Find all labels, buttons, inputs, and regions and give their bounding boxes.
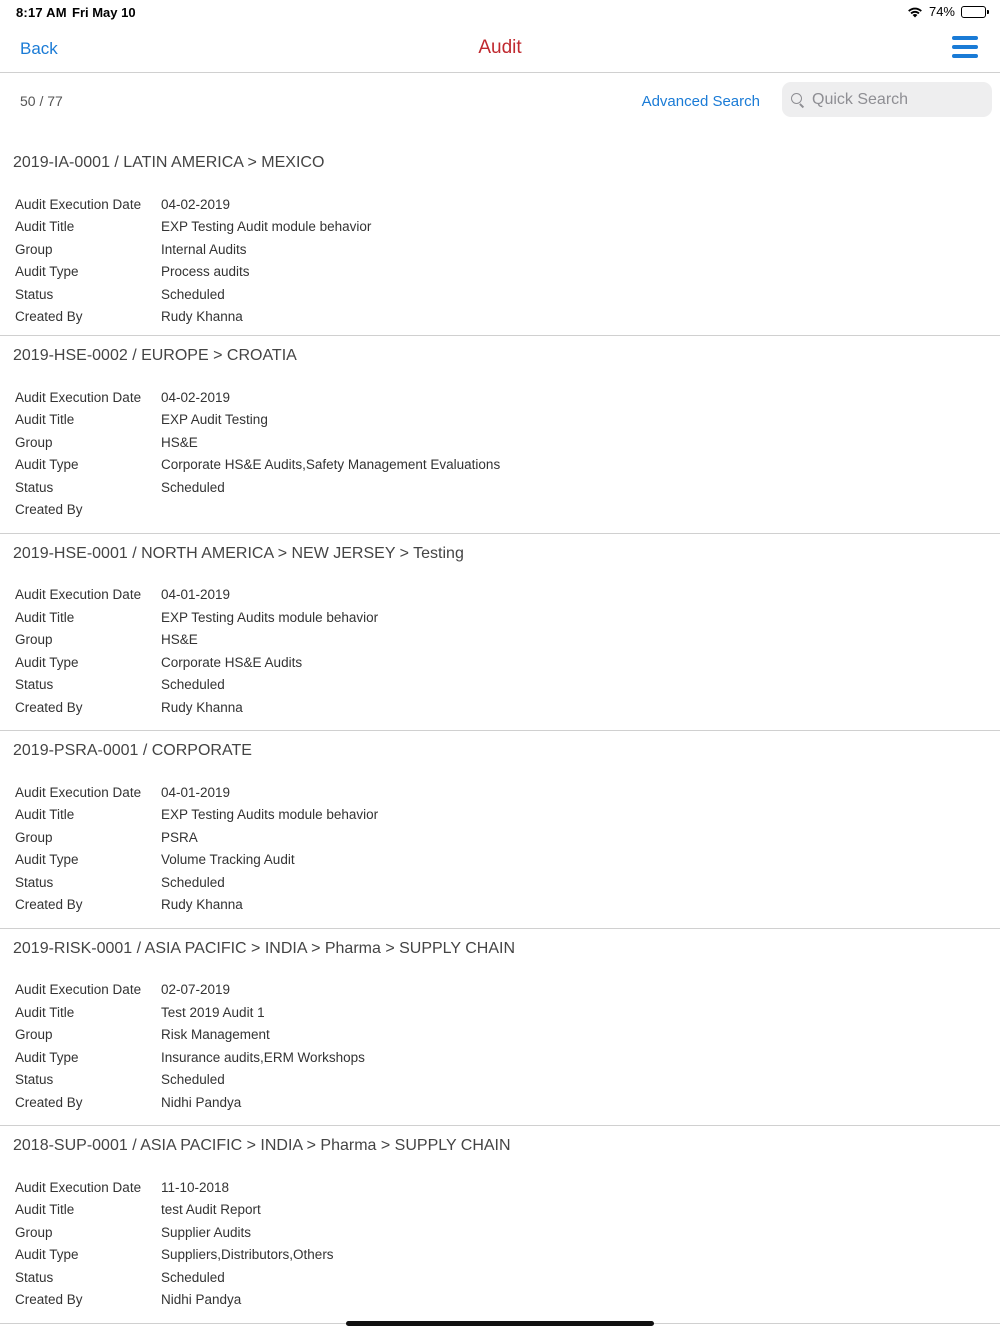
field-label: Audit Type [15, 654, 79, 670]
field-label: Status [15, 677, 54, 693]
field-value: Rudy Khanna [161, 309, 243, 325]
field-value: Scheduled [161, 874, 225, 890]
audit-field-row [13, 894, 1000, 917]
field-label: Status [15, 479, 54, 495]
field-label: Audit Title [15, 1004, 75, 1020]
audit-field-row [13, 1024, 1000, 1047]
audit-field-row [13, 1176, 1000, 1199]
audit-field-row [13, 283, 1000, 306]
audit-field-row [13, 781, 1000, 804]
audit-field-row [13, 1046, 1000, 1069]
field-label: Status [15, 874, 54, 890]
record-count: 50 / 77 [20, 93, 63, 109]
audit-field-row [13, 651, 1000, 674]
field-value: 04-02-2019 [161, 389, 231, 405]
audit-record[interactable] [0, 143, 1000, 336]
audit-field-row [13, 216, 1000, 239]
home-indicator [346, 1321, 654, 1326]
audit-field-row [13, 499, 1000, 522]
field-value: Supplier Audits [161, 1224, 252, 1240]
field-label: Audit Type [15, 264, 79, 280]
audit-field-row [13, 193, 1000, 216]
status-right [907, 4, 986, 19]
field-value: Scheduled [161, 1269, 225, 1285]
field-value: HS&E [161, 434, 198, 450]
field-value: Scheduled [161, 286, 225, 302]
audit-field-row [13, 804, 1000, 827]
back-button[interactable]: Back [20, 39, 58, 58]
audit-field-row [13, 696, 1000, 719]
field-value: Corporate HS&E Audits,Safety Management Evaluations [161, 457, 501, 473]
field-value: 04-02-2019 [161, 196, 231, 212]
search-icon [790, 92, 806, 108]
field-label: Audit Type [15, 457, 79, 473]
audit-field-row [13, 409, 1000, 432]
field-label: Created By [15, 1292, 83, 1308]
field-value: EXP Testing Audits module behavior [161, 609, 379, 625]
status-bar [0, 0, 1000, 24]
audit-field-row [13, 979, 1000, 1002]
toolbar [0, 73, 1000, 133]
field-label: Audit Execution Date [15, 587, 142, 603]
audit-field-row [13, 826, 1000, 849]
field-value: Suppliers,Distributors,Others [161, 1247, 334, 1263]
field-value: Risk Management [161, 1027, 270, 1043]
status-date: Fri May 10 [72, 5, 136, 20]
audit-field-row [13, 238, 1000, 261]
audit-record-title: 2019-RISK-0001 / ASIA PACIFIC > INDIA > Pharma > SUPPLY CHAIN [13, 939, 515, 957]
field-value: 11-10-2018 [161, 1179, 230, 1195]
field-label: Audit Execution Date [15, 1179, 142, 1195]
field-label: Audit Execution Date [15, 196, 142, 212]
page-title: Audit [478, 37, 522, 58]
field-label: Audit Type [15, 852, 79, 868]
field-value: EXP Testing Audits module behavior [161, 807, 379, 823]
audit-record[interactable] [0, 534, 1000, 732]
field-value: 04-01-2019 [161, 587, 231, 603]
audit-field-row [13, 871, 1000, 894]
field-value: Rudy Khanna [161, 699, 243, 715]
battery-percent: 74% [928, 4, 955, 19]
field-label: Created By [15, 309, 83, 325]
field-value: Process audits [161, 264, 250, 280]
field-label: Audit Type [15, 1247, 79, 1263]
field-value: Nidhi Pandya [161, 1094, 242, 1110]
audit-record-title: 2019-PSRA-0001 / CORPORATE [13, 742, 252, 759]
field-value: Insurance audits,ERM Workshops [161, 1049, 365, 1065]
quick-search-box[interactable] [782, 82, 992, 117]
field-label: Created By [15, 502, 83, 518]
field-label: Status [15, 1072, 54, 1088]
audit-field-row [13, 629, 1000, 652]
field-value: Internal Audits [161, 241, 247, 257]
field-label: Created By [15, 699, 83, 715]
nav-bar [0, 24, 1000, 73]
field-value: Scheduled [161, 479, 225, 495]
field-label: Group [15, 829, 53, 845]
audit-field-row [13, 1289, 1000, 1312]
field-value: Rudy Khanna [161, 897, 243, 913]
wifi-icon [907, 6, 923, 18]
field-value: EXP Audit Testing [161, 412, 268, 428]
audit-field-row [13, 1221, 1000, 1244]
audit-field-row [13, 261, 1000, 284]
field-label: Status [15, 1269, 54, 1285]
field-value: Nidhi Pandya [161, 1292, 242, 1308]
field-value: HS&E [161, 632, 198, 648]
field-label: Audit Execution Date [15, 784, 142, 800]
field-label: Group [15, 1224, 53, 1240]
field-label: Group [15, 241, 53, 257]
field-value: 04-01-2019 [161, 784, 231, 800]
field-label: Audit Title [15, 219, 75, 235]
field-value: Scheduled [161, 1072, 225, 1088]
field-label: Group [15, 1027, 53, 1043]
field-label: Group [15, 632, 53, 648]
field-value: test Audit Report [161, 1202, 261, 1218]
field-label: Audit Title [15, 807, 75, 823]
field-label: Created By [15, 897, 83, 913]
audit-field-row [13, 386, 1000, 409]
field-label: Status [15, 286, 54, 302]
audit-field-row [13, 431, 1000, 454]
field-value: 02-07-2019 [161, 982, 231, 998]
field-label: Audit Execution Date [15, 389, 142, 405]
field-label: Created By [15, 1094, 83, 1110]
field-value: PSRA [161, 829, 198, 845]
audit-field-row [13, 454, 1000, 477]
audit-field-row [13, 476, 1000, 499]
field-value: Test 2019 Audit 1 [161, 1004, 265, 1020]
field-label: Group [15, 434, 53, 450]
audit-field-row [13, 584, 1000, 607]
audit-field-row [13, 306, 1000, 329]
field-label: Audit Title [15, 412, 75, 428]
audit-field-row [13, 1091, 1000, 1114]
field-value: Corporate HS&E Audits [161, 654, 303, 670]
quick-search-input[interactable] [812, 91, 982, 109]
field-label: Audit Execution Date [15, 982, 142, 998]
field-value: Scheduled [161, 677, 225, 693]
field-value: Volume Tracking Audit [161, 852, 295, 868]
advanced-search-link[interactable]: Advanced Search [641, 93, 760, 110]
audit-field-row [13, 606, 1000, 629]
audit-record-title: 2019-HSE-0002 / EUROPE > CROATIA [13, 347, 297, 364]
audit-record[interactable] [0, 336, 1000, 534]
audit-field-row [13, 1244, 1000, 1267]
audit-record-title: 2019-IA-0001 / LATIN AMERICA > MEXICO [13, 154, 325, 171]
audit-list [0, 143, 1000, 1324]
field-value: EXP Testing Audit module behavior [161, 219, 372, 235]
hamburger-menu-icon[interactable] [952, 36, 978, 58]
audit-record[interactable] [0, 1126, 1000, 1324]
field-label: Audit Title [15, 609, 75, 625]
audit-field-row [13, 1266, 1000, 1289]
field-label: Audit Title [15, 1202, 75, 1218]
audit-field-row [13, 1199, 1000, 1222]
audit-record[interactable] [0, 731, 1000, 929]
audit-record-title: 2018-SUP-0001 / ASIA PACIFIC > INDIA > Pharma > SUPPLY CHAIN [13, 1137, 511, 1154]
audit-field-row [13, 849, 1000, 872]
status-time: 8:17 AM [16, 5, 67, 20]
audit-field-row [13, 1001, 1000, 1024]
field-label: Audit Type [15, 1049, 79, 1065]
audit-field-row [13, 1069, 1000, 1092]
audit-field-row [13, 674, 1000, 697]
audit-record-title: 2019-HSE-0001 / NORTH AMERICA > NEW JERSEY > Testing [13, 544, 464, 562]
battery-icon [961, 6, 986, 18]
audit-record[interactable] [0, 929, 1000, 1127]
